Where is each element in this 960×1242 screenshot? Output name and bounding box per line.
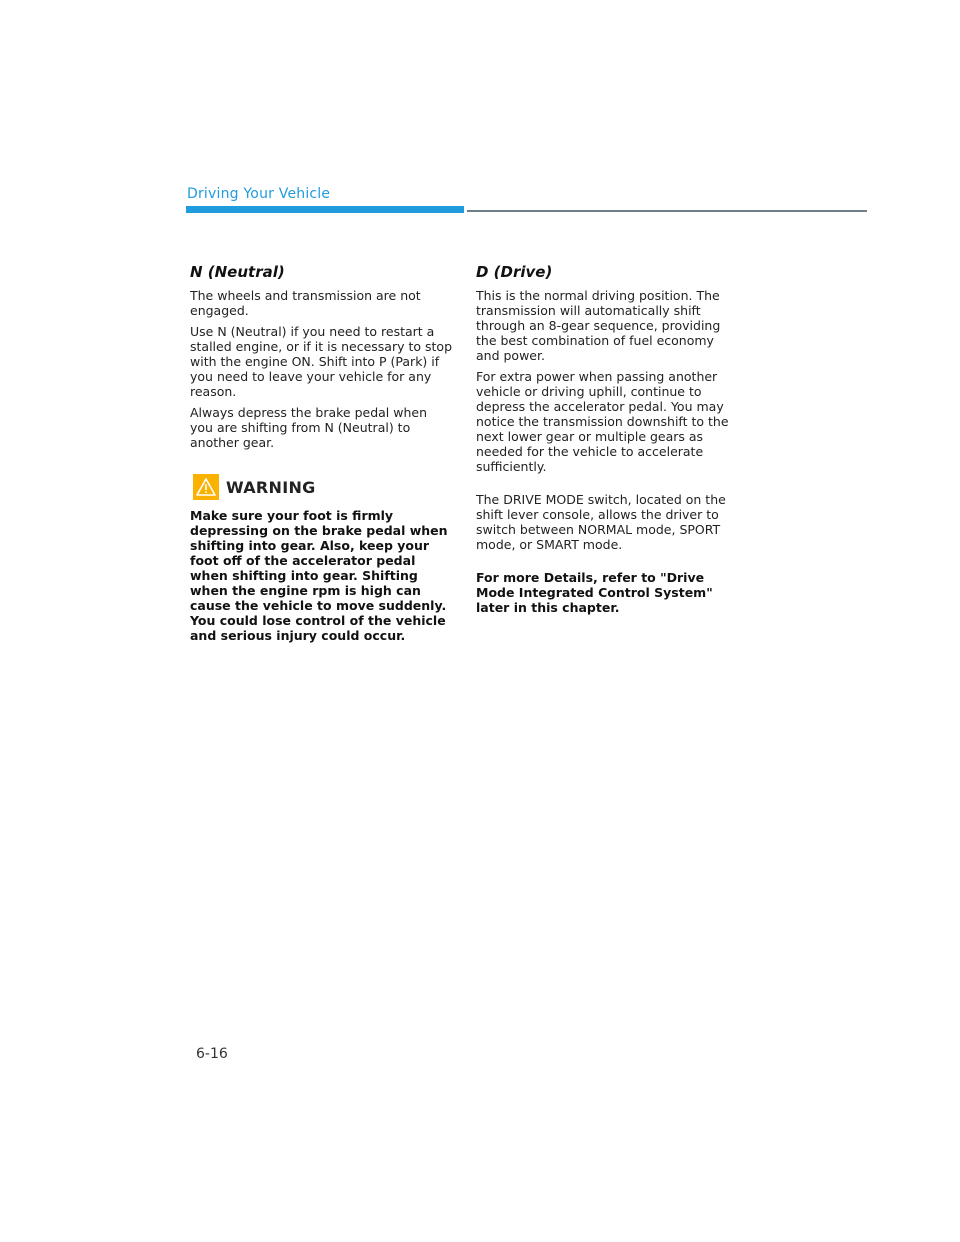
- neutral-paragraph-1: The wheels and transmission are not engaged.: [190, 288, 421, 318]
- neutral-heading: N (Neutral): [190, 263, 285, 281]
- drive-mode-reference: For more Details, refer to "Drive Mode Integrated Control System" later in this chapter.: [476, 570, 713, 615]
- header-divider-rule: [467, 210, 867, 212]
- warning-box: [190, 474, 452, 643]
- drive-heading: D (Drive): [476, 263, 553, 281]
- drive-paragraph-2: For extra power when passing another vehicle or driving uphill, continue to depress the accelerator pedal. You may notice the transmission downshift to the next lower gear or multiple gears as needed for the vehicle to accelerate sufficiently.: [476, 369, 729, 474]
- drive-paragraph-1: This is the normal driving position. The transmission will automatically shift through an 8-gear sequence, providing the best combination of fuel economy and power.: [476, 288, 721, 363]
- warning-title: WARNING: [226, 477, 316, 497]
- page-number: 6-16: [196, 1046, 228, 1062]
- section-title: Driving Your Vehicle: [187, 186, 331, 202]
- left-column: [190, 262, 452, 649]
- right-column: [476, 262, 738, 621]
- warning-text: Make sure your foot is firmly depressing on the brake pedal when shifting into gear. Also, keep your foot off of the accelerator pedal when shifting into gear. Shifting when the engine rpm is high can cause the vehicle to move suddenly. You could lose control of the vehicle and serious injury could occur.: [190, 508, 448, 643]
- warning-header: [190, 474, 452, 500]
- neutral-paragraph-3: Always depress the brake pedal when you are shifting from N (Neutral) to another gear.: [190, 405, 428, 450]
- header-accent-rule: [186, 206, 464, 213]
- neutral-paragraph-2: Use N (Neutral) if you need to restart a stalled engine, or if it is necessary to stop with the engine ON. Shift into P (Park) if you need to leave your vehicle for any reason.: [190, 324, 452, 399]
- drive-mode-paragraph: The DRIVE MODE switch, located on the shift lever console, allows the driver to switch between NORMAL mode, SPORT mode, or SMART mode.: [476, 492, 726, 552]
- warning-triangle-icon: [193, 474, 219, 500]
